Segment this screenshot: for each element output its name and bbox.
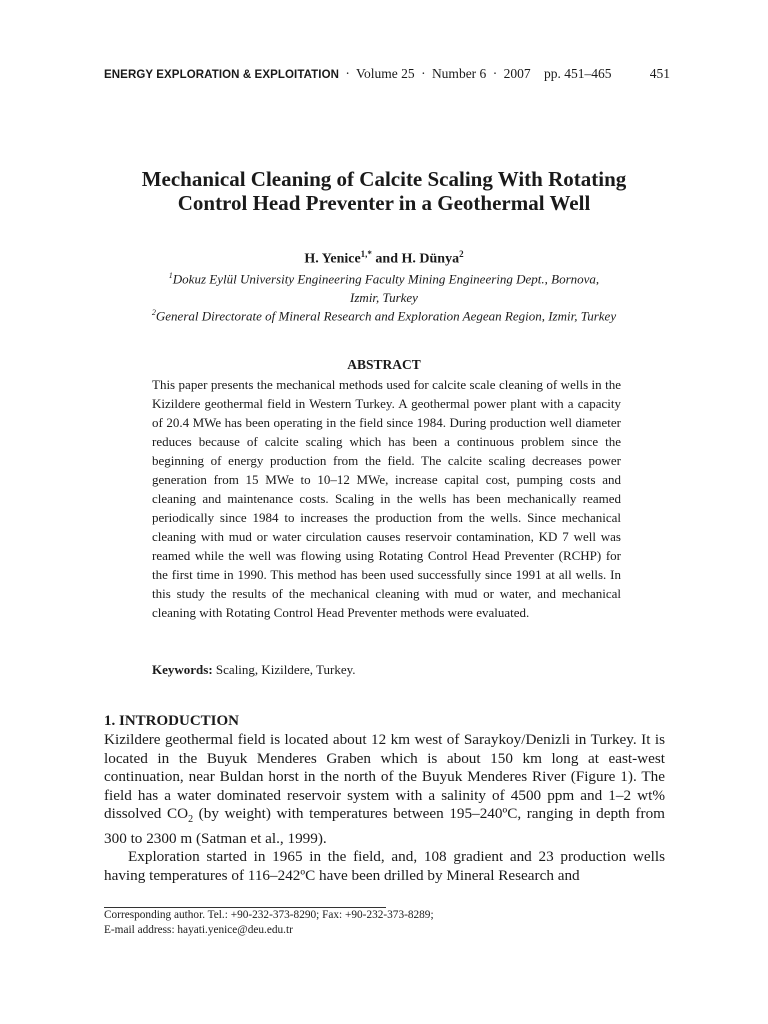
paper-title: [104, 167, 664, 215]
abstract-text: This paper presents the mechanical methods used for calcite scale cleaning of wells in the Kizildere geothermal field in Western Turkey. A geothermal power plant with a capacity of 20.4 MWe has been operating in the field since 1984. During production well diameter reduces because of calcite scaling which has been a continuous problem since the beginning of energy production from the field. The calcite scaling decreases power generation from 15 MWe to 10–12 MWe, increase capital cost, pumping costs and cleaning and maintenance costs. Scaling in the wells has been mechanically reamed periodically since 1984 to increases the production from the wells. Since mechanical cleaning with mud or water circulation causes reservoir contamination, KD 7 well was reamed while the well was flowing using Rotating Control Head Preventer (RCHP) for the first time in 1990. This method has been used successfully since 1991 at all wells. In this study the results of the mechanical cleaning with mud or water, and mechanical cleaning with Rotating Control Head Preventer methods were evaluated.: [152, 377, 621, 620]
introduction-paragraph-1: [104, 731, 665, 848]
introduction-body: [104, 731, 665, 885]
author-1-affiliation-marker: 1,*: [360, 249, 372, 259]
separator: ·: [421, 66, 426, 81]
author-1: H. Yenice: [304, 251, 361, 267]
issue-number: Number 6: [431, 66, 487, 81]
title-line-2: Control Head Preventer in a Geothermal Well: [177, 191, 591, 215]
page-range: pp. 451–465: [543, 66, 612, 81]
footnote: [104, 908, 664, 938]
running-header: [104, 66, 670, 84]
keywords-label: Keywords:: [152, 662, 213, 677]
paragraph-1-text-b: (by weight) with temperatures between 195–240ºC, ranging in depth from 300 to 2300 m (Satman et al., 1999).: [104, 805, 665, 847]
title-line-1: Mechanical Cleaning of Calcite Scaling With Rotating: [141, 167, 627, 191]
keywords: [152, 662, 621, 678]
paragraph-1-text-a: Kizildere geothermal field is located about 12 km west of Saraykoy/Denizli in Turkey. It is located in the Buyuk Menderes Graben which is about 150 km long at east-west continuation, near Buldan horst in the north of the Buyuk Menderes River (Figure 1). The field has a water dominated reservoir system with a salinity of 4500 ppm and 1–2 wt% dissolved CO: [104, 731, 665, 822]
separator: ·: [345, 66, 350, 81]
journal-name: ENERGY EXPLORATION & EXPLOITATION: [104, 69, 340, 81]
affiliation-1: [104, 266, 664, 307]
footnote-email: E-mail address: hayati.yenice@deu.edu.tr: [104, 924, 293, 936]
year: 2007: [503, 66, 531, 81]
page-number: 451: [649, 66, 670, 81]
affiliation-1-marker: 1: [168, 271, 173, 280]
affiliation-2: [104, 303, 664, 325]
author-2: H. Dünya: [401, 251, 460, 267]
affiliation-2-line-1: General Directorate of Mineral Research and Exploration Aegean Region, Izmir, Turkey: [155, 308, 617, 324]
keywords-values: Scaling, Kizildere, Turkey.: [212, 662, 356, 677]
section-heading-introduction: 1. INTRODUCTION: [104, 713, 240, 729]
author-2-affiliation-marker: 2: [459, 249, 464, 259]
separator: ·: [492, 66, 498, 81]
authors: [104, 249, 664, 268]
affiliation-2-marker: 2: [151, 308, 156, 317]
introduction-paragraph-2: Exploration started in 1965 in the field, and, 108 gradient and 23 production wells having temperatures of 116–242ºC have been drilled by Mineral Research and: [104, 848, 665, 884]
volume: Volume 25: [356, 66, 415, 81]
affiliation-1-line-1: Dokuz Eylül University Engineering Faculty Mining Engineering Dept., Bornova,: [172, 271, 600, 287]
abstract-heading: ABSTRACT: [347, 357, 421, 372]
author-conjunction: and: [371, 251, 402, 267]
footnote-contact: Corresponding author. Tel.: +90-232-373-8290; Fax: +90-232-373-8289;: [104, 909, 434, 921]
co2-subscript: 2: [188, 814, 194, 826]
affiliation-1-line-2: Izmir, Turkey: [350, 290, 418, 306]
